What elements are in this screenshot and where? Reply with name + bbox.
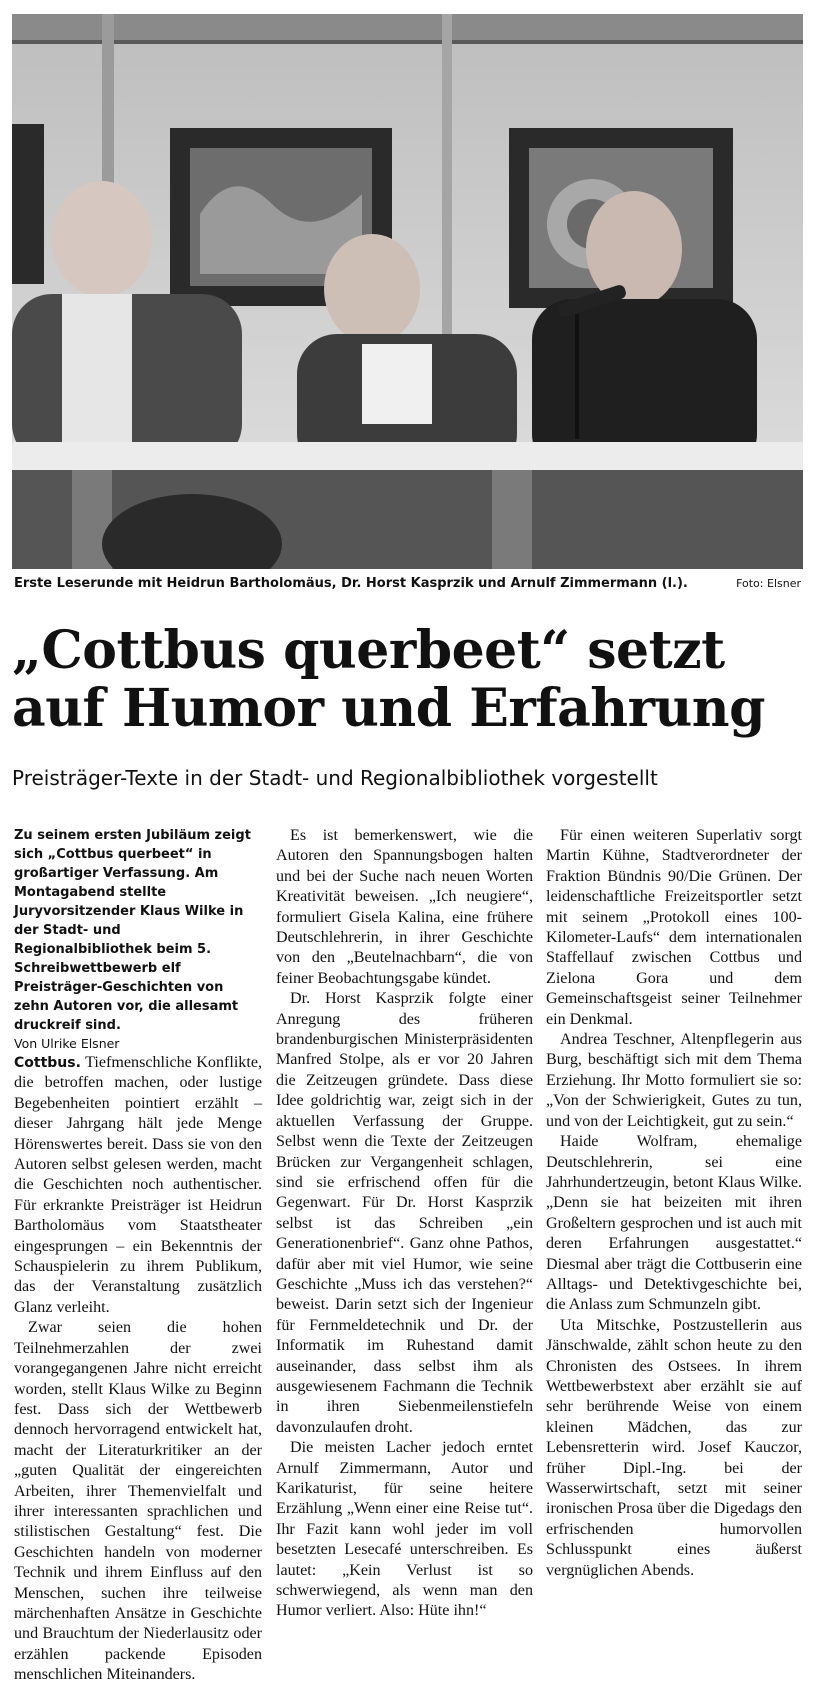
column-1	[14, 826, 262, 1686]
caption-text: Erste Leserunde mit Heidrun Bartholomäus, Dr. Horst Kasprzik und Arnulf Zimmermann (l.).	[14, 576, 688, 591]
headline-line-2: auf Humor und Erfahrung	[12, 678, 765, 739]
photo-credit: Foto: Elsner	[736, 577, 801, 590]
byline: Von Ulrike Elsner	[14, 1036, 120, 1051]
body-paragraph-4: Dr. Horst Kasprzik folgte einer Anregung des früheren brandenburgischen Ministerpräsidenten Manfred Stolpe, als er vor 20 Jahren die Zeitzeugen gründete. Dass diese Idee goldrichtig war, zeigt sich in der aktuellen Verfassung der Gruppe. Selbst wenn die Texte der Zeitzeugen Brücken zur Vergangenheit schlagen, sind sie erfrischend offen für die Gegenwart. Für Dr. Horst Kasprzik selbst ist das Schreiben „ein Generationenbrief“. Ganz ohne Pathos, dafür aber mit viel Humor, wie seine Geschichte „Muss ich das verstehen?“ beweist. Darin setzt sich der Ingenieur für Fernmeldetechnik und Dr. der Informatik im Ruhestand damit auseinander, dass selbst ihm als ausgewiesenem Fachmann die Technik in ihren Siebenmeilenstiefeln davonzulaufen droht.	[276, 990, 533, 1436]
body-paragraph-5: Die meisten Lacher jedoch erntet Arnulf Zimmermann, Autor und Karikaturist, für seine heitere Erzählung „Wenn einer eine Reise tut“. Ihr Fazit kann wohl jeder im voll besetzten Lesecafé unterschreiben. Es lautet: „Kein Verlust ist so schwerwiegend, als wenn man den Humor verliert. Also: Hüte ihn!“	[276, 1439, 533, 1620]
column-3	[546, 826, 802, 1581]
body-paragraph-2: Zwar seien die hohen Teilnehmerzahlen der zwei vorangegangenen Jahre nicht erreicht worden, stellt Klaus Wilke zu Beginn fest. Dass sich der Wettbewerb dennoch hervorragend entwickelt hat, macht der Literaturkritiker an der „guten Qualität der eingereichten Arbeiten, ihrer Themenvielfalt und ihrer interessanten sprachlichen und stilistischen Gestaltung“ fest. Die Geschichten handeln von moderner Technik und ihrem Einfluss auf den Menschen, suchen ihre teilweise märchenhaften Ansätze in Geschichte und Brauchtum der Niederlausitz oder erzählen packende Episoden menschlichen Miteinanders.	[14, 1319, 262, 1684]
article-photo	[12, 14, 803, 569]
body-paragraph-8: Haide Wolfram, ehemalige Deutschlehrerin, sei eine Jahrhundertzeugin, betont Klaus Wilke. „Denn sie hat beizeiten mit ihren Großeltern gesprochen und ist auch mit deren Erfahrungen ausgestattet.“ Diesmal aber trägt die Cottbuserin eine Alltags- und Detektivgeschichte bei, die Anlass zum Schmunzeln gibt.	[546, 1133, 802, 1314]
body-paragraph-1	[14, 1053, 262, 1318]
dateline: Cottbus.	[14, 1055, 81, 1071]
headline-line-1: „Cottbus querbeet“ setzt	[12, 620, 725, 681]
headline	[12, 622, 807, 738]
body-paragraph-6: Für einen weiteren Superlativ sorgt Martin Kühne, Stadtverordneter der Fraktion Bündnis 90/Die Grünen. Der leidenschaftliche Freizeitsportler setzt mit seinem „Protokoll eines 100-Kilometer-Laufs“ dem internationalen Staffellauf zwischen Cottbus und Zielona Gora und dem Gemeinschaftsgeist seiner Teilnehmer ein Denkmal.	[546, 827, 802, 1028]
subheadline: Preisträger-Texte in der Stadt- und Regionalbibliothek vorgestellt	[12, 766, 658, 790]
column-2	[276, 826, 533, 1622]
body-paragraph-3: Es ist bemerkenswert, wie die Autoren den Spannungsbogen halten und bei der Suche nach neuen Worten Kreativität beweisen. „Ich neugiere“, formuliert Gisela Kalina, eine frühere Deutschlehrerin, in ihrer Geschichte von den „Beutelnachbarn“, die von feiner Beobachtungsgabe kündet.	[276, 827, 533, 987]
body-paragraph-7: Andrea Teschner, Altenpflegerin aus Burg, beschäftigt sich mit dem Thema Erziehung. Ihr Motto formuliert sie so: „Von der Schwierigkeit, Gutes zu tun, und von der Leichtigkeit, gut zu sein.“	[546, 1031, 802, 1130]
body-paragraph-9: Uta Mitschke, Postzustellerin aus Jänschwalde, zählt schon heute zu den Chronisten des Ostsees. In ihrem Wettbewerbstext aber erzählt sie auf sehr berührende Weise von einem kleinen Mädchen, das zur Lebensretterin wird. Josef Kauczor, früher Dipl.-Ing. bei der Wasserwirtschaft, setzt mit seiner ironischen Prosa über die Digedags den erfrischenden humorvollen Schlusspunkt eines äußerst vergnüglichen Abends.	[546, 1316, 802, 1579]
photo-caption	[14, 576, 803, 596]
lead-paragraph: Zu seinem ersten Jubiläum zeigt sich „Cottbus querbeet“ in großartiger Verfassung. Am Montagabend stellte Juryvorsitzender Klaus Wilke in der Stadt- und Regionalbibliothek beim 5. Schreibwettbewerb elf Preisträger-Geschichten von zehn Autoren vor, die allesamt druckreif sind.	[14, 828, 251, 1033]
body-text-1: Tiefmenschliche Konflikte, die betroffen machen, oder lustige Begebenheiten pointiert erzählt – dieser Jahrgang hält jede Menge Hörenswertes bereit. Dass sie von den Autoren selbst gelesen werden, macht die Geschichten noch authentischer. Für erkrankte Preisträger ist Heidrun Bartholomäus vom Staatstheater eingesprungen – ein Bekenntnis der Schauspielerin zu ihrem Publikum, das der Veranstaltung zusätzlich Glanz verleiht.	[14, 1054, 262, 1316]
